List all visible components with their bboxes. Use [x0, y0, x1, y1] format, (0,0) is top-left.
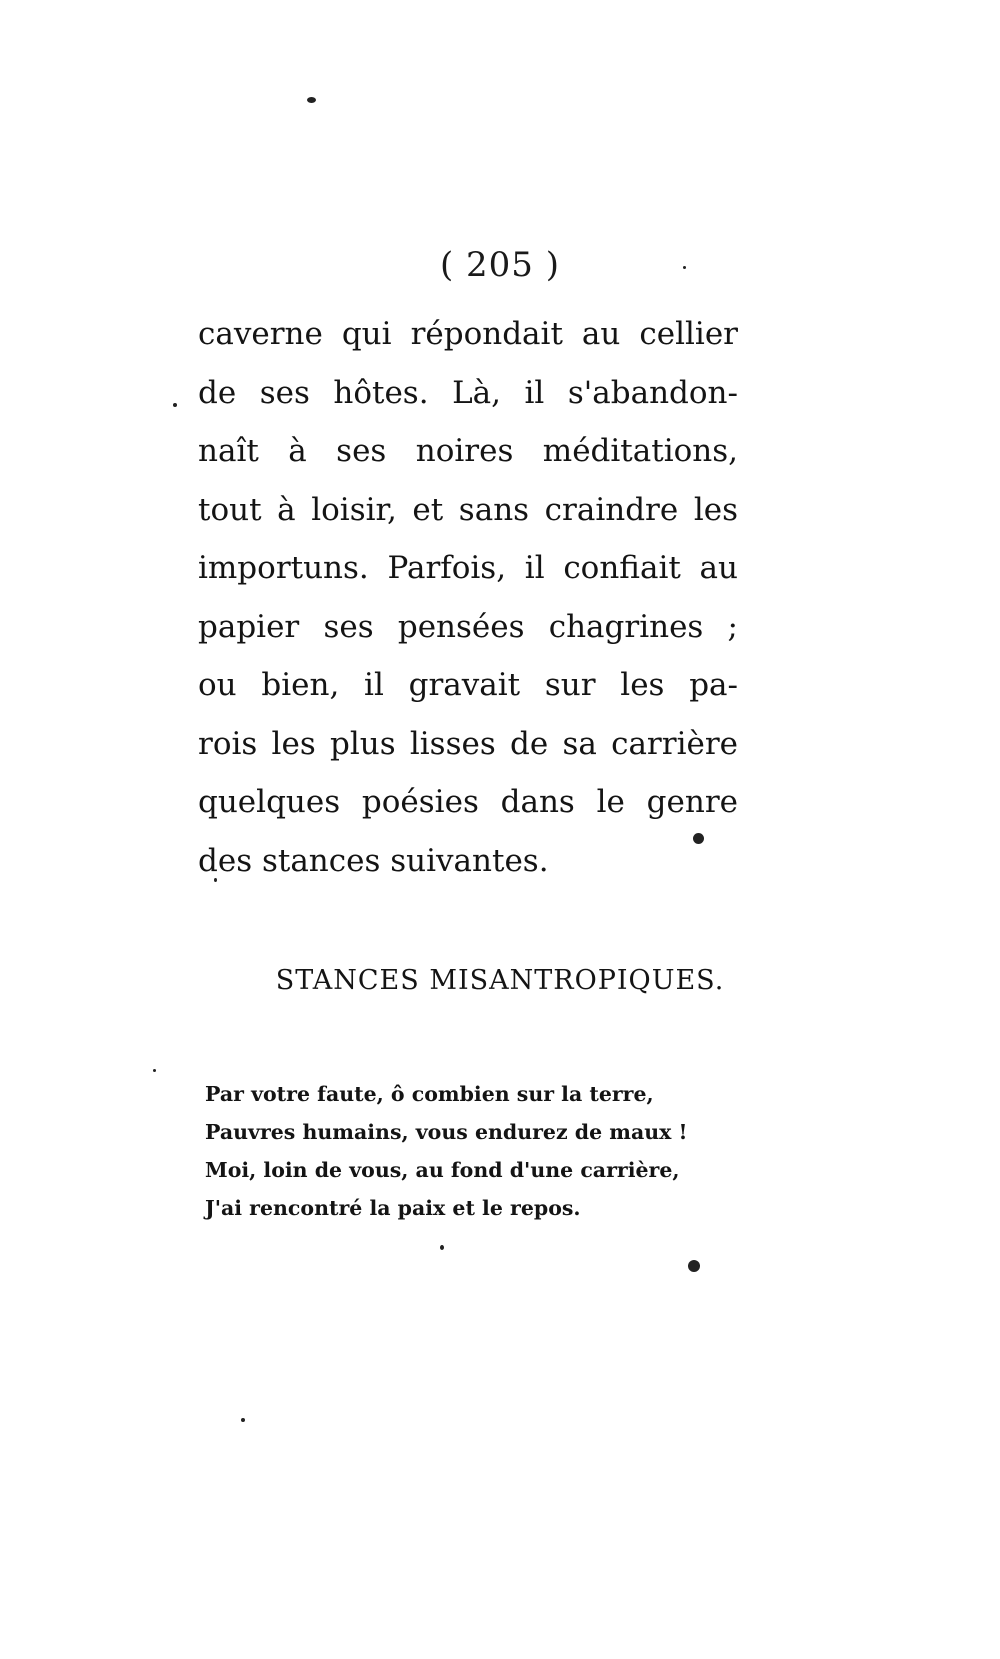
prose-line: naît à ses noires méditations, [198, 433, 738, 469]
prose-line: papier ses pensées chagrines ; [198, 608, 738, 645]
poem-verse: J'ai rencontré la paix et le repos. [205, 1196, 581, 1220]
prose-line: quelques poésies dans le genre [198, 784, 738, 820]
page-number: ( 205 ) [439, 245, 561, 285]
scan-speck [688, 1260, 700, 1272]
section-title: STANCES MISANTROPIQUES. [275, 965, 725, 996]
prose-paragraph [198, 305, 738, 890]
scan-speck [440, 1245, 444, 1250]
prose-line: ou bien, il gravait sur les pa- [198, 667, 738, 703]
poem-verse: Par votre faute, ô combien sur la terre, [205, 1082, 654, 1106]
scan-speck [153, 1069, 156, 1072]
scan-speck [241, 1418, 245, 1422]
prose-line: rois les plus lisses de sa carrière [198, 725, 738, 762]
prose-line: importuns. Parfois, il confiait au [198, 550, 738, 586]
poem-verse: Moi, loin de vous, au fond d'une carrière, [205, 1158, 680, 1182]
prose-line: tout à loisir, et sans craindre les [198, 491, 738, 528]
scan-speck [693, 833, 704, 844]
poem-stanza [205, 1075, 725, 1227]
prose-line: caverne qui répondait au cellier [198, 316, 738, 352]
prose-line: des stances suivantes. [198, 842, 549, 879]
scan-speck [173, 403, 177, 407]
scan-speck [307, 97, 316, 103]
scan-speck [683, 266, 686, 269]
poem-verse: Pauvres humains, vous endurez de maux ! [205, 1120, 688, 1144]
scan-speck [214, 878, 217, 882]
prose-line: de ses hôtes. Là, il s'abandon- [198, 374, 738, 411]
